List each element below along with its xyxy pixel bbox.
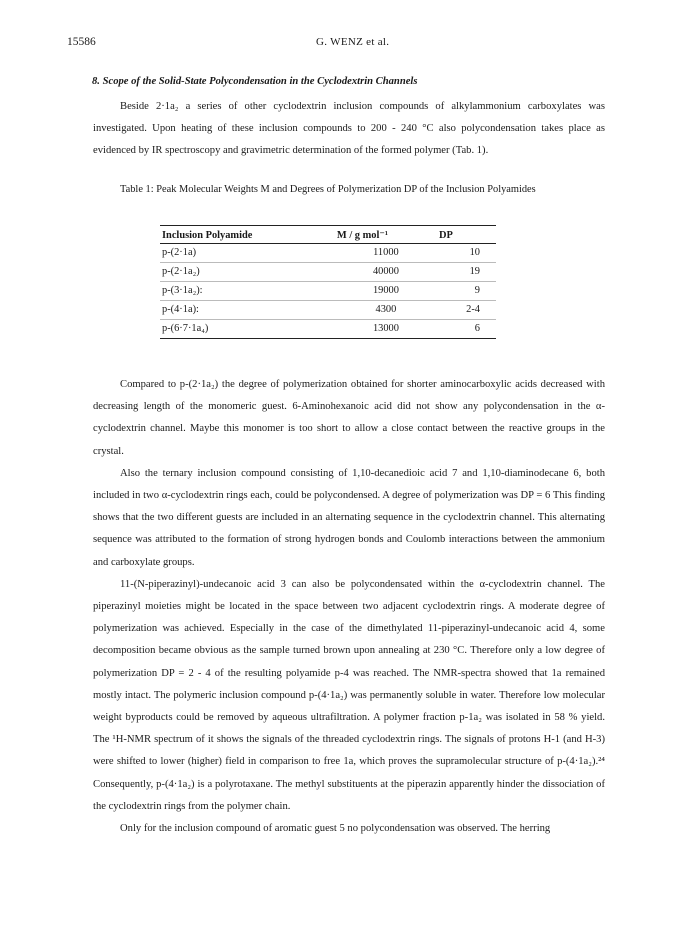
table-header-row	[160, 226, 496, 244]
page-number: 15586	[67, 36, 96, 48]
table-row	[160, 244, 496, 263]
table-row	[160, 282, 496, 301]
table-cell: p-(2·1a)	[160, 244, 335, 263]
main-paragraph-block	[93, 374, 605, 840]
paragraph: Beside 2·1a₂ a series of other cyclodextrin inclusion compounds of alkylammonium carboxylates was investigated. Upon heating of these inclusion compounds to 200 - 240 °C also polycondensation takes place as evidenced by IR spectroscopy and gravimetric determination of the formed polymer (Tab. 1).	[93, 101, 605, 157]
table-cell: 2-4	[437, 301, 496, 320]
section-title: 8. Scope of the Solid-State Polycondensation in the Cyclodextrin Channels	[92, 76, 418, 87]
intro-paragraph-block	[93, 96, 605, 163]
table-cell: 9	[437, 282, 496, 301]
column-header: Inclusion Polyamide	[160, 226, 335, 244]
table-cell: 40000	[335, 263, 437, 282]
table-cell: 13000	[335, 320, 437, 339]
table-cell: 11000	[335, 244, 437, 263]
table-row	[160, 301, 496, 320]
column-header: M / g mol⁻¹	[335, 226, 437, 244]
running-title: G. WENZ et al.	[316, 36, 390, 48]
table-cell: 4300	[335, 301, 437, 320]
paragraph: Compared to p-(2·1a₂) the degree of polymerization obtained for shorter aminocarboxylic acids decreased with decreasing length of the monomeric guest. 6-Aminohexanoic acid did not show any polycondensation in the α-cyclodextrin channel. Maybe this monomer is too short to allow a close contact between the reactive groups in the crystal.	[93, 379, 605, 457]
table-caption: Table 1: Peak Molecular Weights M and Degrees of Polymerization DP of the Inclusion Polyamides	[120, 184, 536, 195]
polyamide-table	[160, 225, 496, 339]
table-cell: 6	[437, 320, 496, 339]
table-cell: p-(4·1a):	[160, 301, 335, 320]
table-cell: 19000	[335, 282, 437, 301]
table-cell: p-(3·1a₂):	[160, 282, 335, 301]
table-cell: p-(2·1a₂)	[160, 263, 335, 282]
table-cell: p-(6·7·1a₄)	[160, 320, 335, 339]
column-header: DP	[437, 226, 496, 244]
table-cell: 10	[437, 244, 496, 263]
paragraph: 11-(N-piperazinyl)-undecanoic acid 3 can also be polycondensated within the α-cyclodextrin channel. The piperazinyl moieties might be located in the space between two adjacent cyclodextrin rings. A moderate degree of polymerization was achieved. Especially in the case of the dimethylated 11-piperazinyl-undecanoic acid 4, some decomposition became obvious as the sample turned brown upon annealing at 230 °C. Therefore only a low degree of polymerization DP = 2 - 4 of the resulting polyamide p-4 was reached. The NMR-spectra showed that 1a remained mostly intact. The polymeric inclusion compound p-(4·1a₂) was permanently soluble in water. Therefore low molecular weight byproducts could be removed by aqueous ultrafiltration. A polymer fraction p-1a₂ was isolated in 58 % yield. The ¹H-NMR spectrum of it shows the signals of the threaded cyclodextrin rings. The signals of protons H-1 (and H-3) were shifted to lower (higher) field in comparison to free 1a, which proves the supramolecular structure of p-(4·1a₂).²⁴ Consequently, p-(4·1a₂) is a polyrotaxane. The methyl substituents at the piperazin apparently hinder the dissociation of the cyclodextrin rings from the polymer chain.	[93, 578, 605, 812]
paragraph: Only for the inclusion compound of aromatic guest 5 no polycondensation was observed. The herring	[120, 823, 551, 835]
table-row	[160, 320, 496, 339]
table-cell: 19	[437, 263, 496, 282]
paragraph: Also the ternary inclusion compound consisting of 1,10-decanedioic acid 7 and 1,10-diaminodecane 6, both included in two α-cyclodextrin rings each, could be polycondensed. A degree of polymerization was DP = 6 This finding shows that the two different guests are included in an alternating sequence in the cyclodextrin channel. This alternating sequence was attributed to the formation of strong hydrogen bonds and Coulomb interactions between the ammonium and carboxylate groups.	[93, 467, 605, 568]
table-row	[160, 263, 496, 282]
